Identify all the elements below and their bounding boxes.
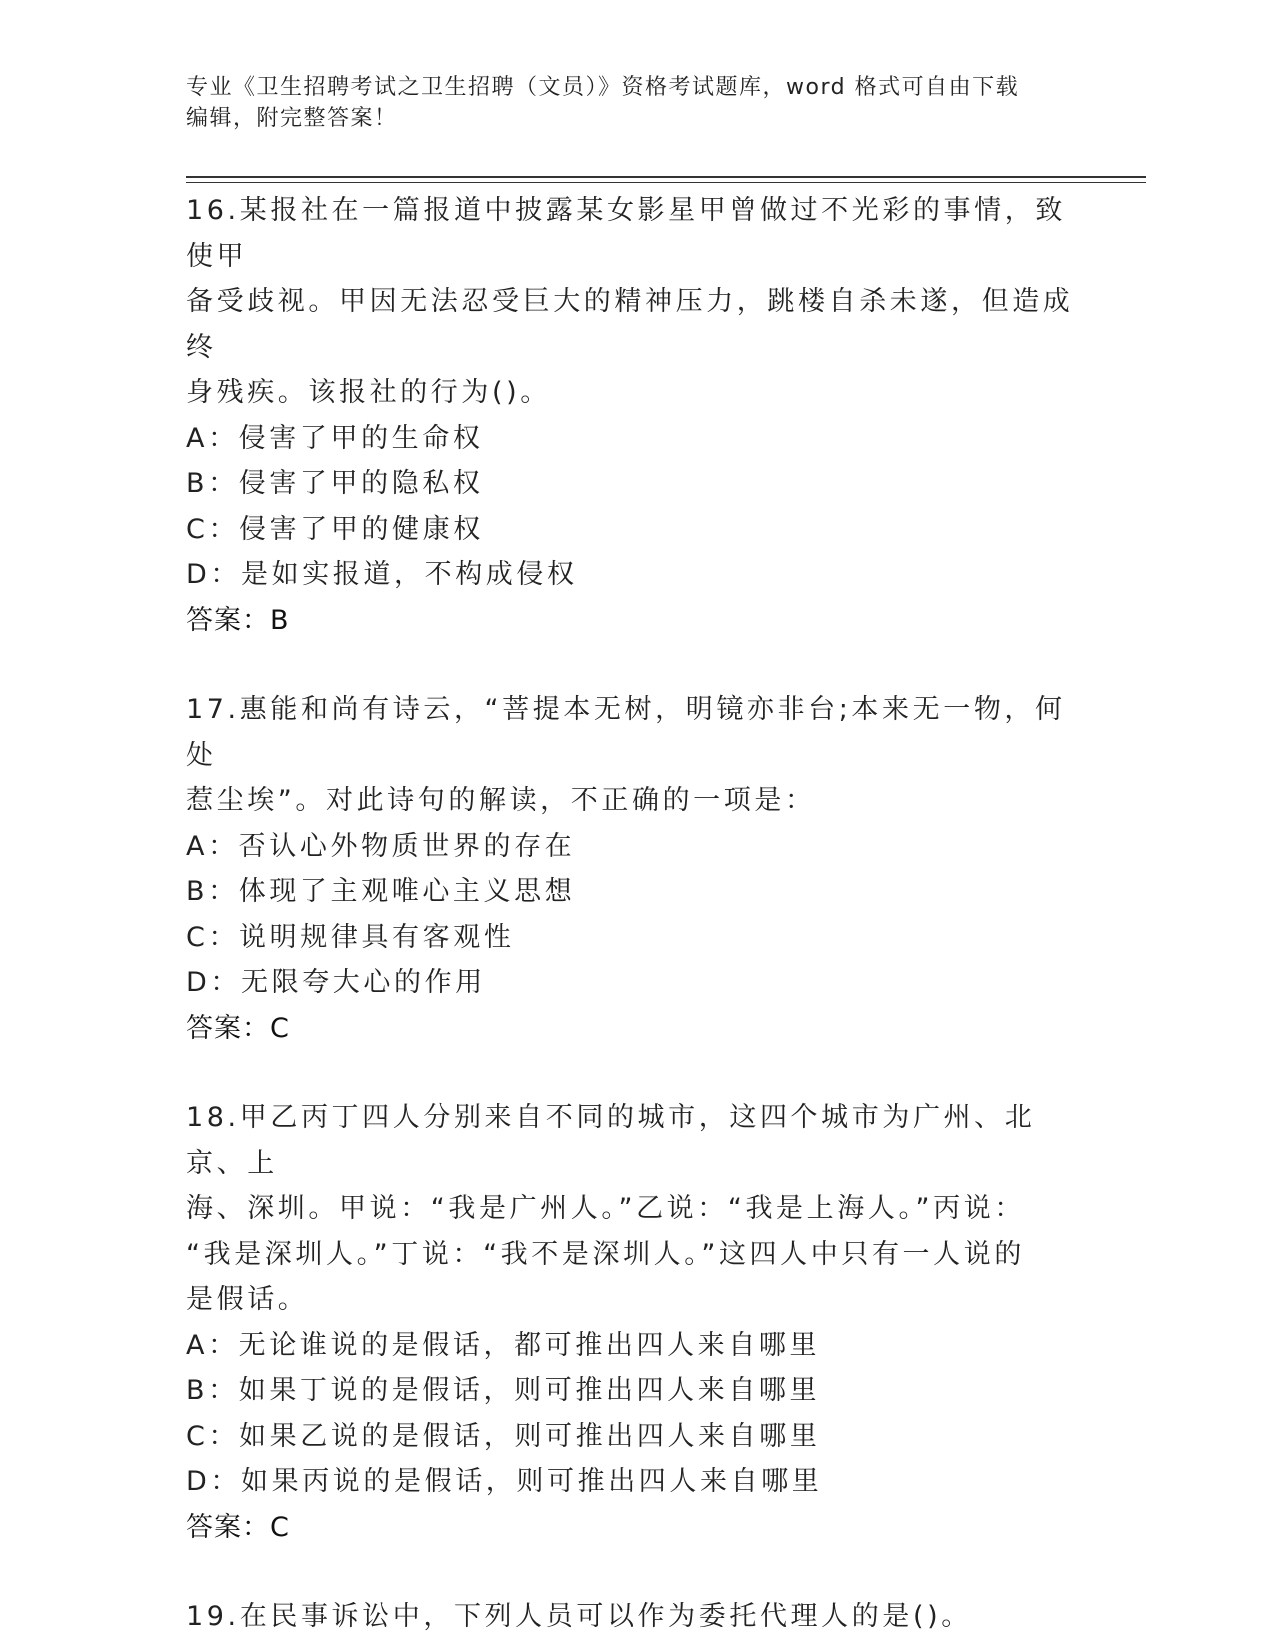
option-b: B：侵害了甲的隐私权 — [186, 468, 484, 499]
question-stem-line: “我是深圳人。”丁说：“我不是深圳人。”这四人中只有一人说的 — [186, 1238, 1025, 1270]
option-c: C：侵害了甲的健康权 — [186, 513, 484, 545]
option-d: D：如果丙说的是假话，则可推出四人来自哪里 — [186, 1466, 823, 1497]
question-stem-line: 惹尘埃”。对此诗句的解读，不正确的一项是： — [186, 785, 816, 816]
question-stem-line: 备受歧视。甲因无法忍受巨大的精神压力，跳楼自杀未遂，但造成终 — [186, 286, 1074, 363]
option-c: C：说明规律具有客观性 — [186, 921, 515, 953]
answer-label: 答案：C — [186, 1511, 290, 1543]
question-18 — [186, 1095, 1086, 1550]
question-list — [186, 188, 1086, 1640]
answer-label: 答案：C — [186, 1012, 290, 1044]
option-b: B：体现了主观唯心主义思想 — [186, 876, 576, 907]
question-spacer — [186, 1051, 1086, 1095]
header-line-1: 专业《卫生招聘考试之卫生招聘（文员）》资格考试题库，word 格式可自由下载 — [186, 75, 1020, 100]
question-spacer — [186, 643, 1086, 687]
question-spacer — [186, 1550, 1086, 1594]
option-b: B：如果丁说的是假话，则可推出四人来自哪里 — [186, 1375, 821, 1406]
question-stem-line: 海、深圳。甲说：“我是广州人。”乙说：“我是上海人。”丙说： — [186, 1193, 1025, 1224]
document-header — [186, 72, 1066, 134]
header-line-2: 编辑，附完整答案！ — [186, 106, 398, 131]
question-16 — [186, 188, 1086, 643]
question-stem-line: 16.某报社在一篇报道中披露某女影星甲曾做过不光彩的事情，致使甲 — [186, 195, 1066, 272]
question-stem-line: 身残疾。该报社的行为()。 — [186, 377, 551, 408]
option-a: A：否认心外物质世界的存在 — [186, 830, 576, 862]
question-19 — [186, 1594, 1086, 1640]
option-d: D：是如实报道，不构成侵权 — [186, 559, 578, 590]
header-divider-thin — [186, 182, 1146, 183]
option-c: C：如果乙说的是假话，则可推出四人来自哪里 — [186, 1420, 821, 1452]
question-stem-line: 17.惠能和尚有诗云，“菩提本无树，明镜亦非台;本来无一物，何处 — [186, 694, 1066, 771]
option-a: A：无论谁说的是假话，都可推出四人来自哪里 — [186, 1329, 821, 1361]
header-divider-thick — [186, 176, 1146, 178]
question-17 — [186, 687, 1086, 1051]
question-stem-line: 是假话。 — [186, 1284, 309, 1315]
answer-label: 答案：B — [186, 604, 290, 636]
question-stem-line: 19.在民事诉讼中，下列人员可以作为委托代理人的是()。 — [186, 1601, 972, 1632]
option-a: A：侵害了甲的生命权 — [186, 422, 484, 454]
question-stem-line: 18.甲乙丙丁四人分别来自不同的城市，这四个城市为广州、北京、上 — [186, 1102, 1036, 1179]
option-d: D：无限夸大心的作用 — [186, 967, 486, 998]
